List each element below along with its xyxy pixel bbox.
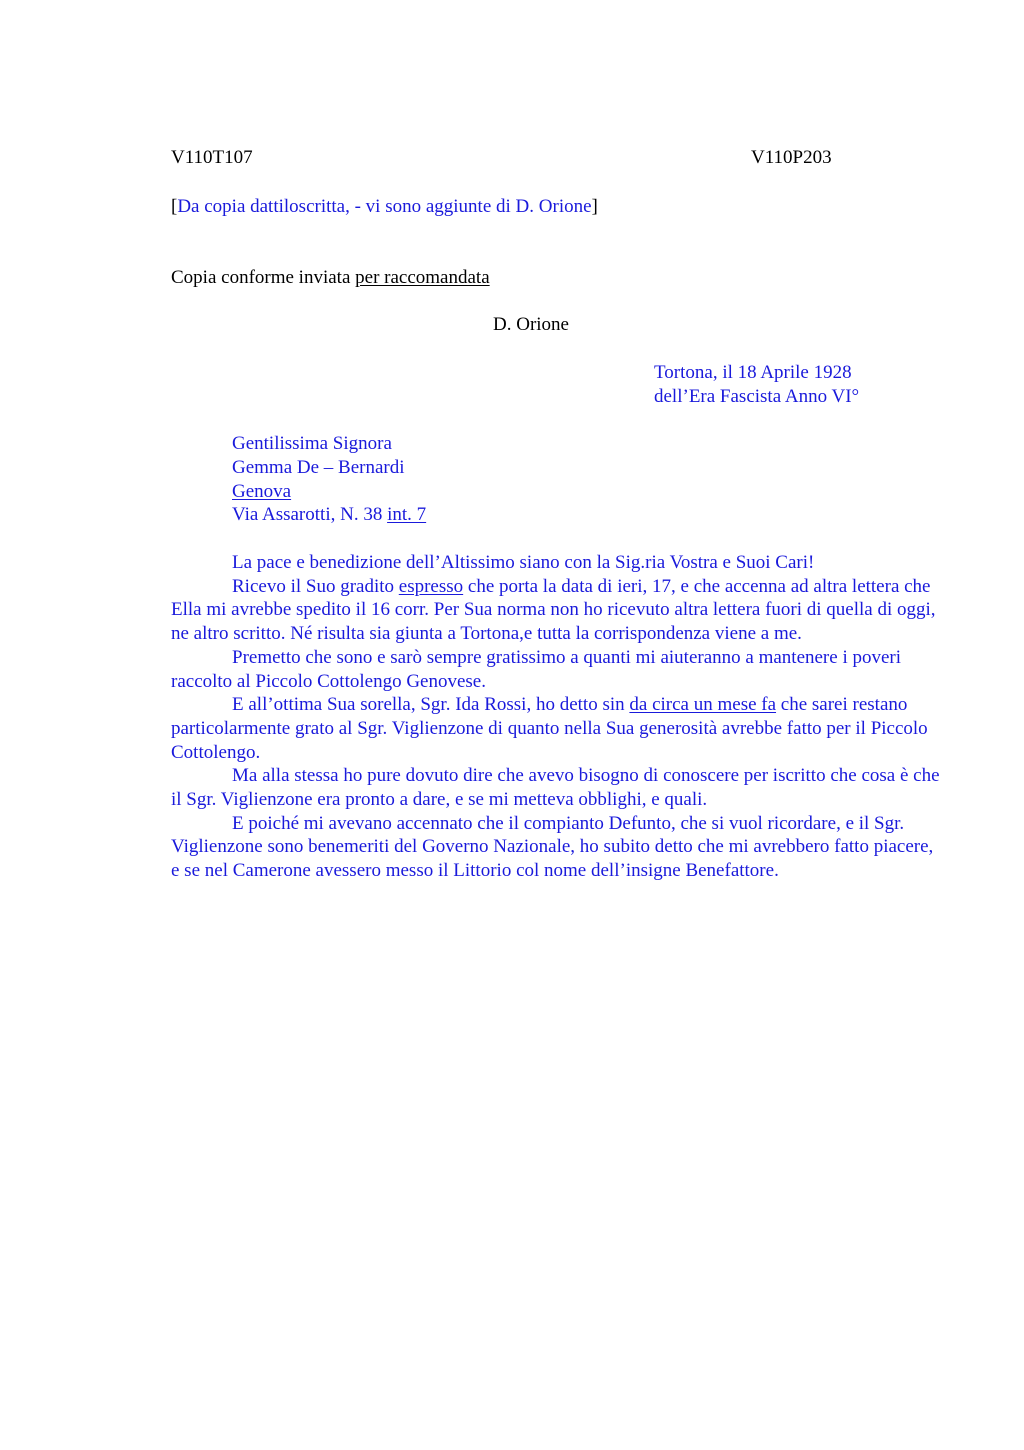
signature-top: D. Orione	[493, 314, 569, 335]
body-paragraph-4-b: che sarei restano particolarmente grato al Sgr. Viglienzone di quanto nella Sua generosità avrebbe fatto per il Piccolo Cottolengo.	[171, 694, 928, 763]
header-left-code: V110T107	[171, 147, 253, 168]
body-paragraph-2-b: che porta la data di ieri, 17, e che accenna ad altra lettera che Ella mi avrebbe spedito il 16 corr. Per Sua norma non ho ricevuto altra lettera fuori di quella di oggi, ne altro scritto. Né risulta sia giunta a Tortona,e tutta la corrispondenza viene a me.	[171, 575, 936, 645]
body-paragraph-3: Premetto che sono e sarò sempre gratissimo a quanti mi aiuteranno a mantenere i poveri raccolto al Piccolo Cottolengo Genovese.	[171, 646, 902, 692]
copy-line-underlined: per raccomandata	[355, 267, 490, 288]
address-street	[232, 503, 426, 527]
address-street-text: Via Assarotti, N. 38	[232, 504, 388, 525]
address-street-extra: int. 7	[387, 504, 427, 525]
address-city-underlined: Genova	[232, 481, 292, 502]
source-note-open-bracket: [	[171, 196, 178, 217]
dateline-line2: dell’Era Fascista Anno VI°	[654, 386, 860, 407]
body-paragraph-1: La pace e benedizione dell’Altissimo siano con la Sig.ria Vostra e Suoi Cari!	[232, 552, 815, 573]
body-paragraph-6: E poiché mi avevano accennato che il compianto Defunto, che si vuol ricordare, e il Sgr. Viglienzone sono benemeriti del Governo Nazionale, ho subito detto che mi avrebbero fatto piacere, e se nel Camerone avessero messo il Littorio col nome dell’insigne Benefattore.	[171, 812, 934, 882]
body-paragraph-4-a: E all’ottima Sua sorella, Sgr. Ida Rossi, ho detto sin	[232, 694, 630, 716]
address-salutation: Gentilissima Signora	[232, 433, 392, 454]
address-name: Gemma De – Bernardi	[232, 457, 405, 478]
copy-line-prefix: Copia conforme inviata	[171, 267, 356, 288]
body-paragraph-4-underlined: da circa un mese fa	[629, 694, 777, 716]
letter-body	[171, 551, 941, 883]
body-paragraph-5: Ma alla stessa ho pure dovuto dire che avevo bisogno di conoscere per iscritto che cosa è che il Sgr. Viglienzone era pronto a dare, e se mi metteva obblighi, e quali.	[171, 765, 940, 811]
body-paragraph-4	[171, 693, 941, 764]
body-paragraph-2-underlined: espresso	[398, 575, 464, 597]
source-note-text: Da copia dattiloscritta, - vi sono aggiunte di D. Orione	[177, 196, 592, 217]
dateline-line1: Tortona, il 18 Aprile 1928	[654, 362, 852, 383]
body-paragraph-2	[171, 575, 941, 646]
body-paragraph-2-a: Ricevo il Suo gradito	[232, 575, 399, 597]
copy-line	[171, 266, 490, 290]
source-note	[171, 195, 598, 219]
source-note-close-bracket: ]	[591, 196, 598, 217]
header-right-code: V110P203	[751, 147, 832, 168]
address-city	[232, 480, 291, 504]
